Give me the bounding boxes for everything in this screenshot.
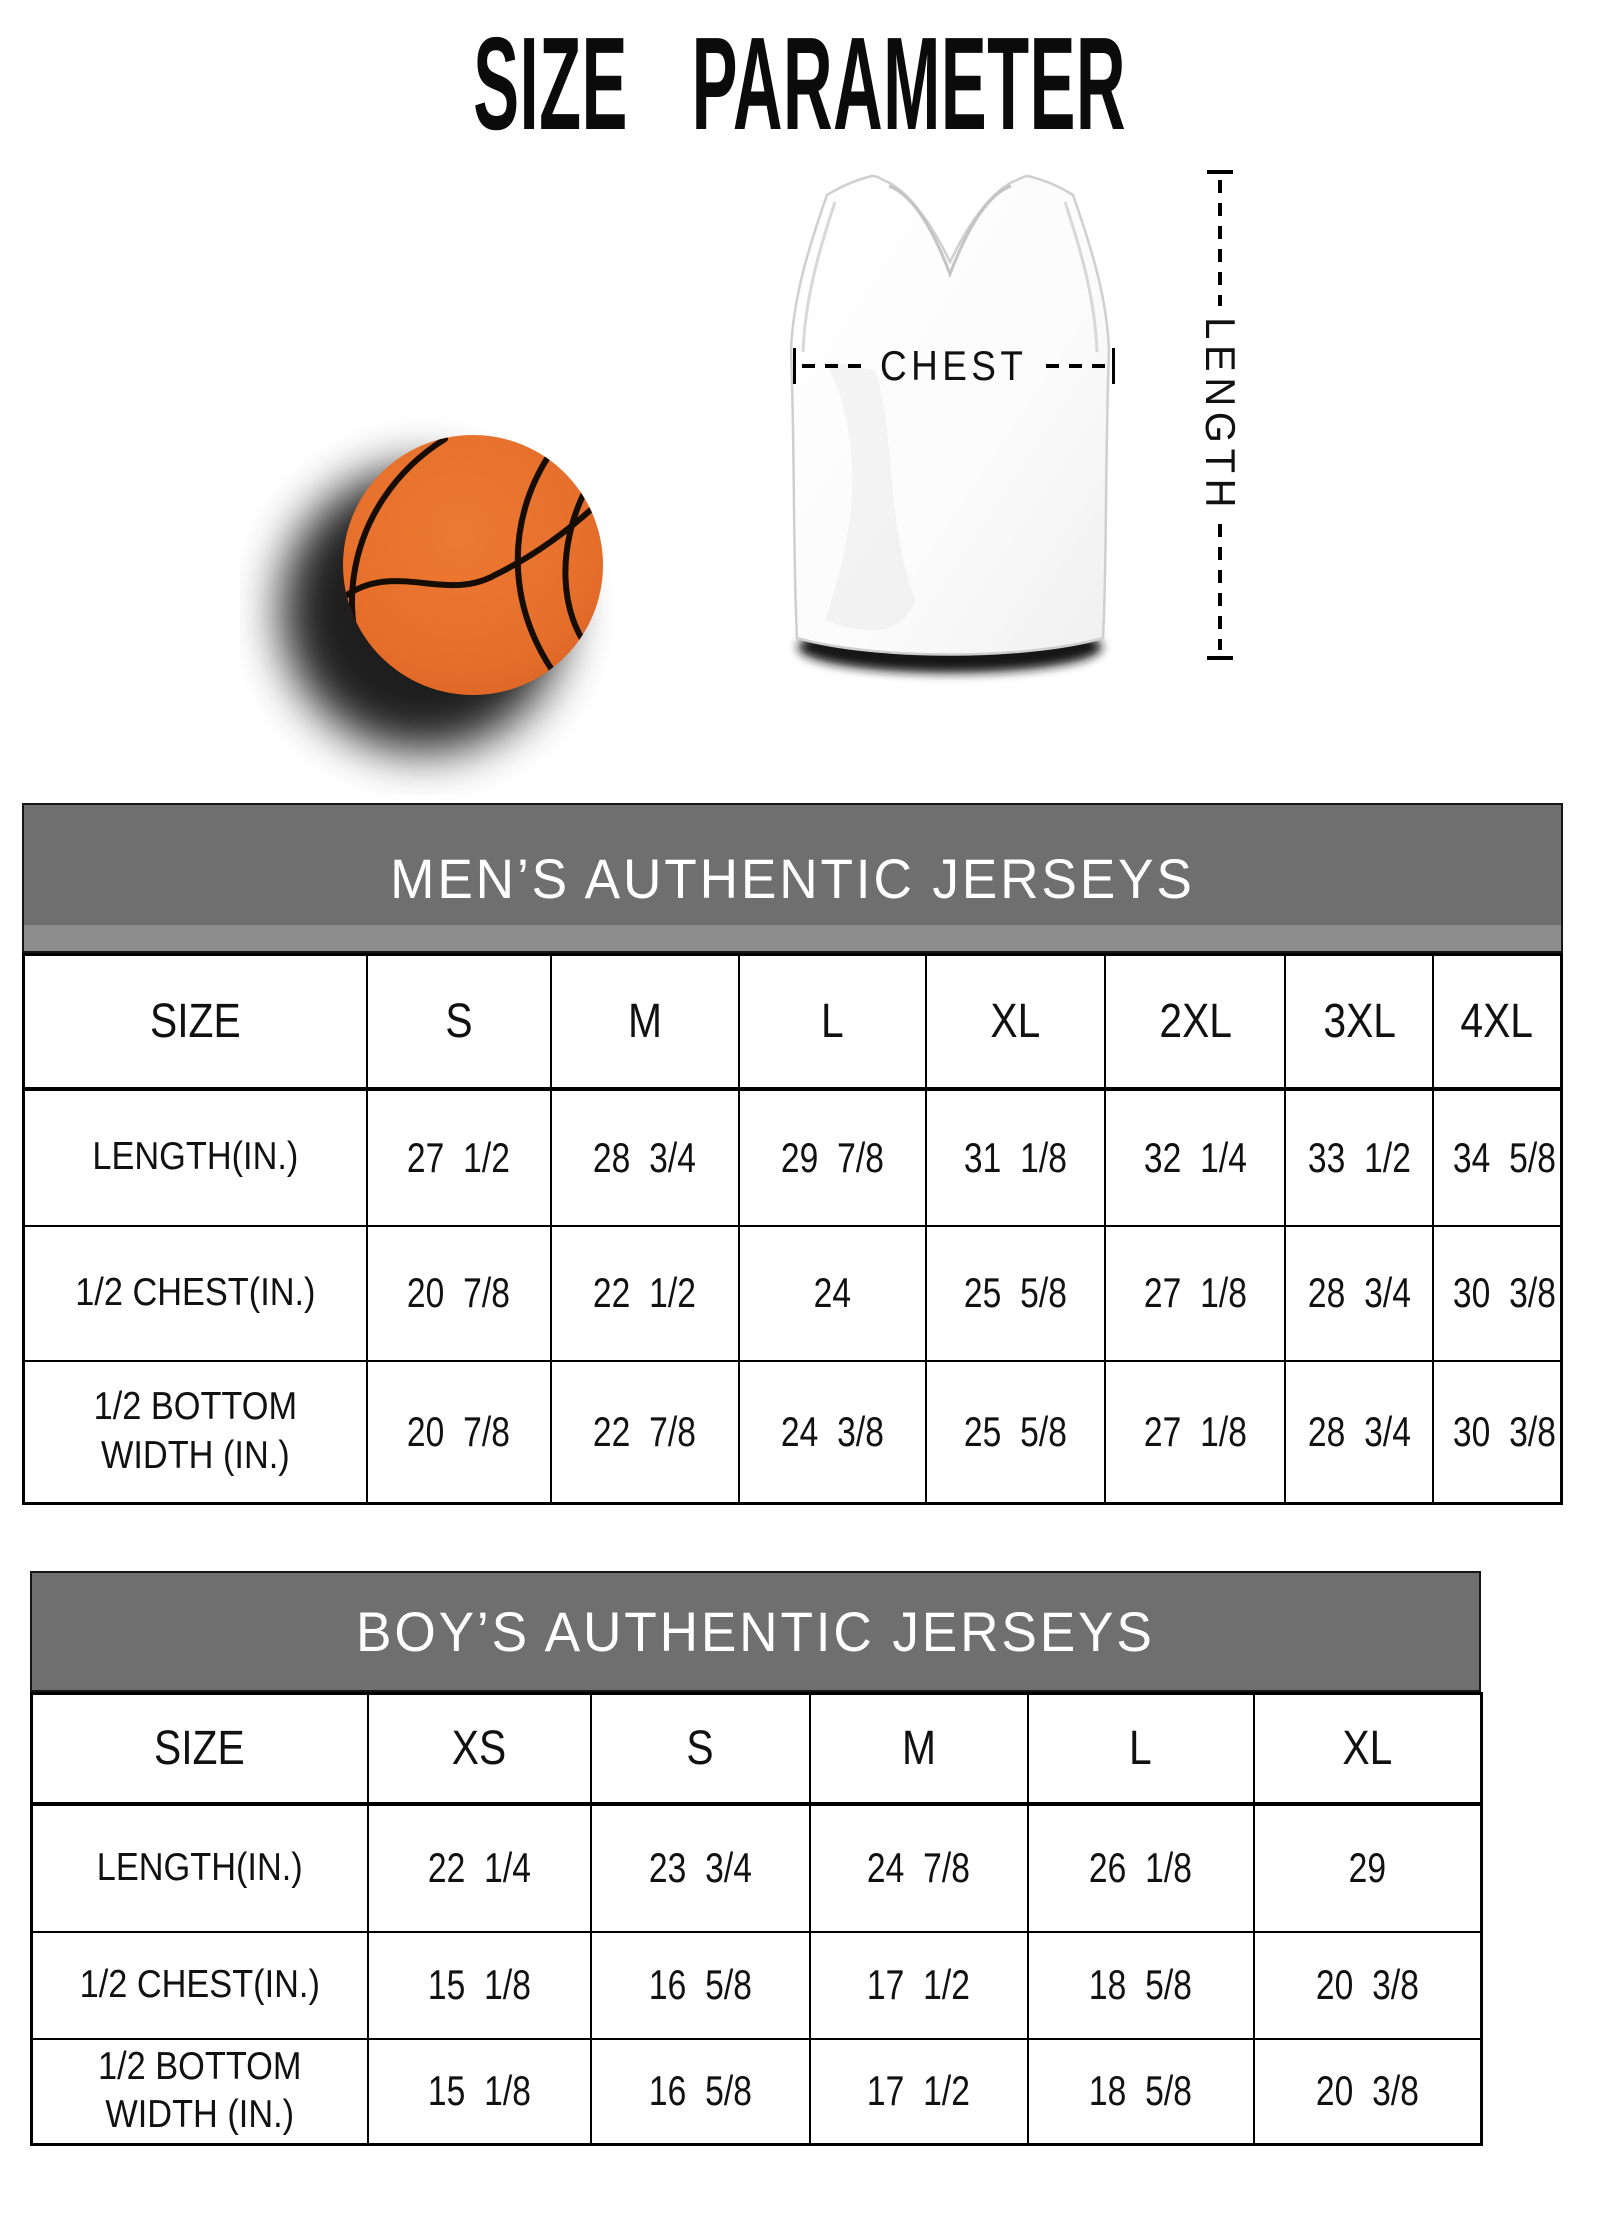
table-cell: 17 1/2	[810, 1932, 1028, 2039]
chest-measure-line	[793, 342, 1115, 389]
length-tick-bottom	[1207, 656, 1233, 660]
size-col-header: 4XL	[1433, 955, 1561, 1089]
chest-dash-left	[802, 364, 862, 368]
boys-length-row	[32, 1804, 1482, 1932]
chest-tick-left	[793, 348, 796, 384]
table-cell: 24	[739, 1226, 926, 1361]
basketball-icon	[240, 375, 680, 795]
mens-bottom-width-row	[24, 1361, 1562, 1504]
chest-tick-right	[1112, 348, 1115, 384]
table-cell: 22 7/8	[551, 1361, 739, 1504]
table-cell: 27 1/8	[1105, 1361, 1285, 1504]
row-label-cell: 1/2 BOTTOM WIDTH (IN.)	[32, 2039, 368, 2145]
size-header-cell: SIZE	[32, 1694, 368, 1804]
table-cell: 16 5/8	[591, 1932, 810, 2039]
boys-size-table	[30, 1692, 1483, 2146]
table-cell: 20 7/8	[367, 1226, 551, 1361]
table-cell: 32 1/4	[1105, 1089, 1285, 1226]
table-cell: 15 1/8	[368, 2039, 591, 2145]
length-label: LENGTH	[1197, 316, 1244, 514]
size-col-header: 3XL	[1285, 955, 1433, 1089]
chest-label: CHEST	[880, 342, 1028, 389]
row-label-cell: 1/2 BOTTOM WIDTH (IN.)	[24, 1361, 367, 1504]
length-tick-top	[1207, 170, 1233, 174]
table-cell: 34 5/8	[1433, 1089, 1561, 1226]
size-col-header: S	[591, 1694, 810, 1804]
table-cell: 17 1/2	[810, 2039, 1028, 2145]
length-measure-line	[1198, 170, 1242, 660]
row-label-cell: 1/2 CHEST(IN.)	[32, 1932, 368, 2039]
table-cell: 31 1/8	[926, 1089, 1105, 1226]
table-cell: 25 5/8	[926, 1226, 1105, 1361]
table-cell: 15 1/8	[368, 1932, 591, 2039]
table-cell: 26 1/8	[1028, 1804, 1254, 1932]
page-title	[0, 10, 1600, 157]
mens-table-title: MEN’S AUTHENTIC JERSEYS	[390, 846, 1195, 910]
size-col-header: M	[551, 955, 739, 1089]
table-cell: 28 3/4	[1285, 1361, 1433, 1504]
table-cell: 20 3/8	[1254, 1932, 1482, 2039]
row-label-cell: LENGTH(IN.)	[24, 1089, 367, 1226]
table-cell: 28 3/4	[1285, 1226, 1433, 1361]
boys-table-title: BOY’S AUTHENTIC JERSEYS	[356, 1600, 1155, 1663]
size-col-header: XS	[368, 1694, 591, 1804]
page-title-text: SIZE PARAMETER	[473, 10, 1127, 157]
table-cell: 20 7/8	[367, 1361, 551, 1504]
table-cell: 29 7/8	[739, 1089, 926, 1226]
table-cell: 24 3/8	[739, 1361, 926, 1504]
table-cell: 18 5/8	[1028, 2039, 1254, 2145]
table-cell: 18 5/8	[1028, 1932, 1254, 2039]
boys-bottom-width-row	[32, 2039, 1482, 2145]
table-cell: 29	[1254, 1804, 1482, 1932]
size-col-header: M	[810, 1694, 1028, 1804]
mens-chest-row	[24, 1226, 1562, 1361]
size-header-cell: SIZE	[24, 955, 367, 1089]
table-cell: 23 3/4	[591, 1804, 810, 1932]
boys-table-title-bar	[30, 1571, 1481, 1692]
table-cell: 30 3/8	[1433, 1361, 1561, 1504]
table-cell: 27 1/2	[367, 1089, 551, 1226]
table-cell: 24 7/8	[810, 1804, 1028, 1932]
table-cell: 22 1/2	[551, 1226, 739, 1361]
table-cell: 30 3/8	[1433, 1226, 1561, 1361]
size-col-header: 2XL	[1105, 955, 1285, 1089]
table-cell: 27 1/8	[1105, 1226, 1285, 1361]
mens-size-header-row	[24, 955, 1562, 1089]
table-cell: 33 1/2	[1285, 1089, 1433, 1226]
table-cell: 20 3/8	[1254, 2039, 1482, 2145]
size-col-header: L	[1028, 1694, 1254, 1804]
chest-dash-right	[1046, 364, 1106, 368]
row-label-cell: LENGTH(IN.)	[32, 1804, 368, 1932]
mens-size-table	[22, 953, 1563, 1505]
length-dash-bottom	[1218, 524, 1222, 650]
size-col-header: S	[367, 955, 551, 1089]
table-cell: 16 5/8	[591, 2039, 810, 2145]
mens-length-row	[24, 1089, 1562, 1226]
table-cell: 22 1/4	[368, 1804, 591, 1932]
length-dash-top	[1218, 180, 1222, 306]
mens-table-title-bar	[22, 803, 1563, 953]
size-col-header: XL	[1254, 1694, 1482, 1804]
boys-chest-row	[32, 1932, 1482, 2039]
boys-size-header-row	[32, 1694, 1482, 1804]
table-cell: 25 5/8	[926, 1361, 1105, 1504]
row-label-cell: 1/2 CHEST(IN.)	[24, 1226, 367, 1361]
size-col-header: L	[739, 955, 926, 1089]
table-cell: 28 3/4	[551, 1089, 739, 1226]
jersey-illustration	[755, 160, 1145, 735]
size-col-header: XL	[926, 955, 1105, 1089]
